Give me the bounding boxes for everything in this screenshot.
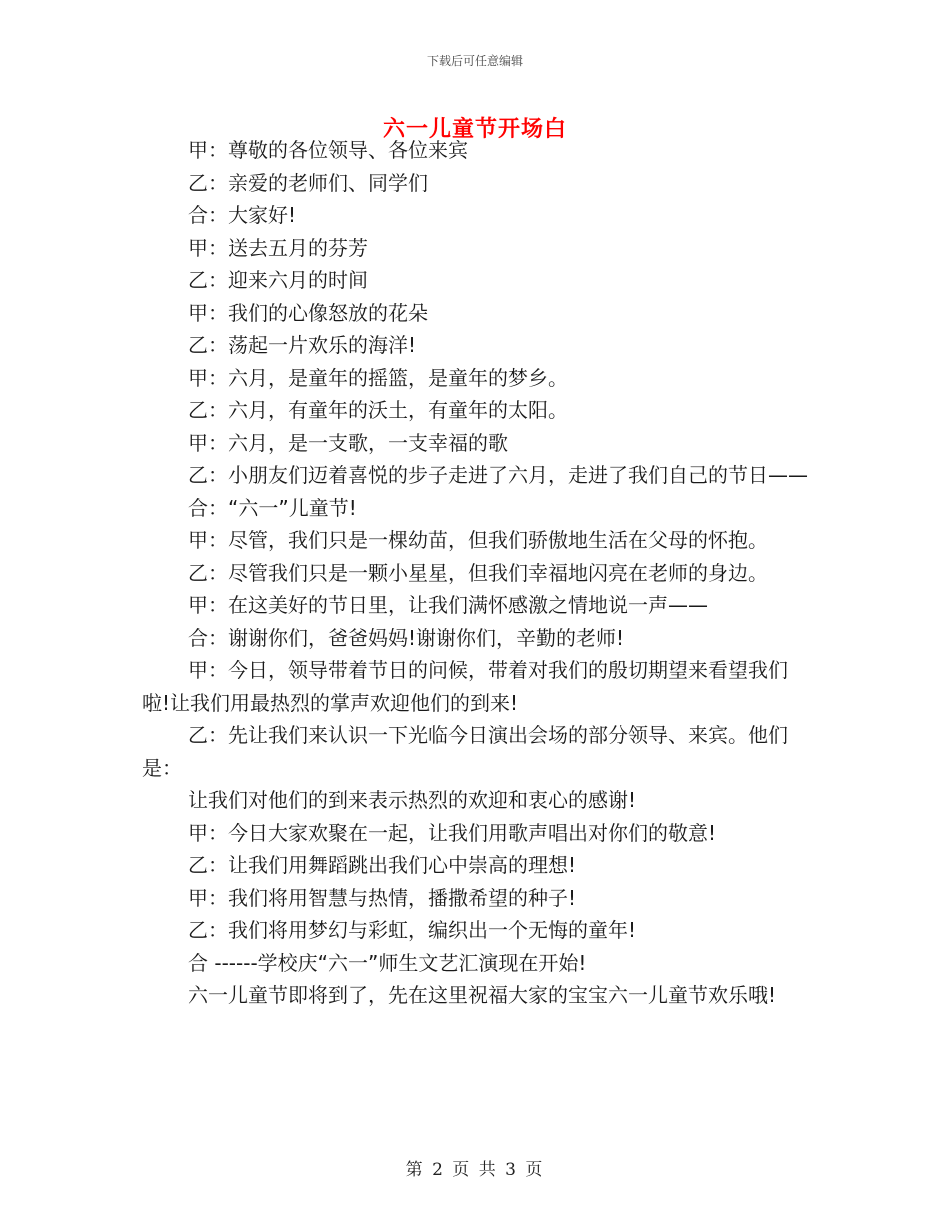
paragraph: 乙：迎来六月的时间	[188, 268, 368, 292]
paragraph: 六一儿童节即将到了，先在这里祝福大家的宝宝六一儿童节欢乐哦!	[188, 983, 777, 1007]
paragraph: 乙：尽管我们只是一颗小星星，但我们幸福地闪亮在老师的身边。	[188, 560, 768, 585]
paragraph: 乙：先让我们来认识一下光临今日演出会场的部分领导、来宾。他们是：	[142, 723, 788, 780]
paragraph: 甲：今日，领导带着节日的问候，带着对我们的殷切期望来看望我们啦!让我们用最热烈的掌声欢迎他们的到来!	[142, 658, 788, 715]
paragraph: 乙：荡起一片欢乐的海洋!	[188, 333, 417, 357]
paragraph: 乙：亲爱的老师们、同学们	[188, 170, 428, 195]
page-number: 第 2 页 共 3 页	[405, 1160, 545, 1180]
paragraph: 合 ------学校庆“六一”师生文艺汇演现在开始!	[188, 950, 587, 975]
paragraph: 甲：六月，是一支歌，一支幸福的歌	[188, 430, 508, 455]
paragraph: 甲：尽管，我们只是一棵幼苗，但我们骄傲地生活在父母的怀抱。	[188, 528, 768, 552]
document-title: 六一儿童节开场白	[382, 117, 567, 142]
paragraph: 乙：我们将用梦幻与彩虹，编织出一个无悔的童年!	[188, 918, 637, 942]
paragraph: 让我们对他们的到来表示热烈的欢迎和衷心的感谢!	[188, 788, 637, 812]
paragraph: 合：大家好!	[188, 203, 297, 227]
paragraph: 甲：六月，是童年的摇篮，是童年的梦乡。	[188, 365, 568, 390]
paragraph: 甲：尊敬的各位领导、各位来宾	[188, 138, 468, 162]
paragraph: 甲：送去五月的芬芳	[188, 235, 368, 260]
paragraph: 乙：六月，有童年的沃土，有童年的太阳。	[188, 398, 568, 422]
paragraph: 合：“六一”儿童节!	[188, 495, 357, 520]
paragraph: 乙：让我们用舞蹈跳出我们心中崇高的理想!	[188, 853, 577, 877]
paragraph: 甲：在这美好的节日里，让我们满怀感激之情地说一声——	[188, 593, 708, 617]
paragraph: 甲：今日大家欢聚在一起，让我们用歌声唱出对你们的敬意!	[188, 820, 717, 845]
paragraph: 乙：小朋友们迈着喜悦的步子走进了六月，走进了我们自己的节日——	[188, 463, 808, 487]
paragraph: 甲：我们的心像怒放的花朵	[188, 300, 428, 325]
document-body	[142, 134, 810, 1012]
header-note: 下载后可任意编辑	[426, 54, 523, 68]
paragraph: 甲：我们将用智慧与热情，播撒希望的种子!	[188, 885, 577, 910]
paragraph: 合：谢谢你们，爸爸妈妈!谢谢你们，辛勤的老师!	[188, 625, 625, 650]
